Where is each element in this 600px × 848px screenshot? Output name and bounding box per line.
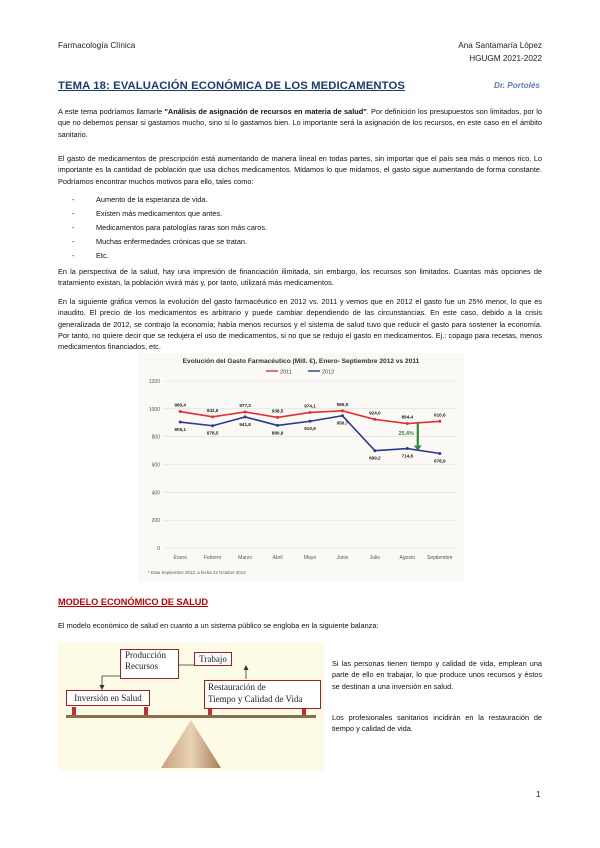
annotation-label: 25,4% <box>398 430 414 437</box>
balance-fulcrum <box>161 720 221 768</box>
marker-left-a <box>72 707 76 715</box>
data-label-2012: 910,9 <box>304 426 316 432</box>
paragraph-balance-left: Si las personas tienen tiempo y calidad de vida, emplean una parte de ello en trabajar, lo que produce unos recursos y éstos se destinan a una inversión en salud. <box>332 659 542 691</box>
balance-diagram <box>58 643 324 771</box>
data-point-2011 <box>276 416 279 419</box>
data-point-2012 <box>373 449 376 452</box>
x-tick-label: Abril <box>272 555 283 561</box>
lecturer: Dr. Portolés <box>494 81 540 90</box>
data-point-2012 <box>438 452 441 455</box>
y-tick-label: 600 <box>151 462 160 469</box>
x-tick-label: Julio <box>369 555 381 561</box>
paragraph-model: El modelo económico de salud en cuanto a un sistema público se engloba en la siguiente balanza: <box>58 621 379 630</box>
x-tick-label: Junio <box>336 555 349 561</box>
list-item: - Etc. <box>58 249 478 263</box>
data-point-2011 <box>373 418 376 421</box>
data-label-2012: 878,5 <box>206 430 219 436</box>
data-point-2011 <box>309 411 312 414</box>
data-point-2012 <box>211 424 214 427</box>
box-restoration-line2: Tiempo y Calidad de Vida <box>208 694 303 704</box>
intro-quote: "Análisis de asignación de recursos en materia de salud" <box>164 107 367 116</box>
list-item: - Medicamentos para patologías raras son más caros. <box>58 221 478 235</box>
data-label-2011: 974,1 <box>304 403 316 409</box>
data-point-2012 <box>309 420 312 423</box>
section-title: MODELO ECONÓMICO DE SALUD <box>58 597 209 607</box>
marker-left-b <box>144 707 148 715</box>
chart-container <box>138 353 464 581</box>
legend-label-2012: 2012 <box>322 369 335 376</box>
data-point-2012 <box>276 424 279 427</box>
data-label-2012: 905,1 <box>174 427 186 433</box>
list-item: - Muchas enfermedades crónicas que se tratan. <box>58 235 478 249</box>
x-tick-label: Agosto <box>399 555 416 561</box>
line-chart <box>138 353 464 581</box>
page-number: 1 <box>536 790 541 799</box>
data-label-2011: 942,6 <box>206 407 219 413</box>
y-tick-label: 1000 <box>148 406 160 413</box>
y-tick-label: 200 <box>151 518 160 525</box>
chart-footnote: * Dato Septiembre 2012, a fecha 22 Octubre 2012 <box>148 570 246 575</box>
page-title: TEMA 18: EVALUACIÓN ECONÓMICA DE LOS MEDICAMENTOS <box>58 80 405 92</box>
data-label-2012: 880,9 <box>271 430 284 436</box>
box-restoration <box>204 680 321 709</box>
y-tick-label: 800 <box>151 434 160 441</box>
data-label-2011: 977,3 <box>239 402 251 408</box>
chart-title: Evolución del Gasto Farmacéutico (Mill. €), Enero- Septiembre 2012 vs 2011 <box>182 358 420 365</box>
arrowhead-icon <box>244 665 249 670</box>
paragraph-chart-explanation: En la siguiente gráfica vemos la evolución del gasto farmacéutico en 2012 vs. 2011 y vemos que en 2012 el gasto fue un 25% menor, lo que es inaudito. El precio de los medicamentos es arbitrario y puede cambiar dependiendo de las circunstancias. En este caso, debido a la crisis generalizada de 2012, se contrajo la economía; había menos recursos y el sistema de salud tuvo que reducir el gasto para sostener la economía. Por tanto, no quiere decir que se redujera el uso de medicamentos, si no que se redujo el gasto en medicamentos. Ej.: copago para recetas, menos medicamentos financiados, etc. <box>58 297 542 352</box>
data-point-2011 <box>179 410 182 413</box>
data-point-2011 <box>438 420 441 423</box>
y-tick-label: 0 <box>157 546 160 552</box>
data-label-2011: 938,5 <box>271 408 284 414</box>
data-point-2012 <box>179 421 182 424</box>
data-label-2011: 924,0 <box>369 410 381 416</box>
x-tick-label: Septiembre <box>426 555 453 561</box>
intro-text-a: A este tema podríamos llamarle <box>58 107 165 116</box>
data-point-2011 <box>341 409 344 412</box>
x-tick-label: Febrero <box>203 555 222 561</box>
marker-right-b <box>302 709 306 715</box>
box-work: Trabajo <box>194 652 232 666</box>
data-label-2011: 894,4 <box>401 414 414 420</box>
y-tick-label: 1200 <box>148 379 160 385</box>
legend-label-2011: 2011 <box>280 369 292 376</box>
data-point-2012 <box>244 415 247 418</box>
list-item: - Aumento de la esperanza de vida. <box>58 193 478 207</box>
data-point-2012 <box>406 447 409 450</box>
header-course: HGUGM 2021-2022 <box>469 54 542 63</box>
data-label-2012: 678,9 <box>434 458 446 464</box>
data-point-2011 <box>211 415 214 418</box>
box-restoration-line1: Restauración de <box>208 682 266 692</box>
data-label-2012: 699,2 <box>369 455 381 461</box>
data-label-2012: 714,8 <box>401 453 414 459</box>
data-label-2012: 941,8 <box>239 421 251 427</box>
box-production-line2: Recursos <box>125 661 158 671</box>
reasons-list <box>58 193 478 263</box>
box-production-line1: Producción <box>125 650 166 660</box>
paragraph-spending: El gasto de medicamentos de prescripción está aumentando de manera lineal en todas partes, sin importar que el país sea más o menos rico. Lo importante es la cantidad de población que usa dichos medicamentos. Midamos lo que midamos, el gasto sigue aumentando de forma constante. Podríamos encontrar muchos motivos para ello, tales como: <box>58 154 542 186</box>
x-tick-label: Enero <box>173 555 187 561</box>
data-point-2011 <box>244 410 247 413</box>
y-tick-label: 400 <box>151 490 160 497</box>
header-author: Ana Santamaría López <box>458 41 542 50</box>
x-tick-label: Mayo <box>303 555 317 561</box>
data-point-2012 <box>341 414 344 417</box>
paragraph-perspective: En la perspectiva de la salud, hay una impresión de financiación ilimitada, sin embargo, los recursos son limitados. Cuantas más opciones de tratamiento existan, la población vivirá más y, por tanto, utilizará más medicamentos. <box>58 267 542 288</box>
data-point-2011 <box>406 422 409 425</box>
box-investment: Inversión en Salud <box>66 690 150 706</box>
marker-right-a <box>208 709 212 715</box>
list-item: - Existen más medicamentos que antes. <box>58 207 478 221</box>
data-label-2011: 985,5 <box>336 401 349 407</box>
data-label-2011: 910,6 <box>434 412 446 418</box>
paragraph-balance-right: Los profesionales sanitarios incidirán en la restauración de tiempo y calidad de vida. <box>332 713 542 734</box>
data-label-2011: 980,4 <box>174 402 186 408</box>
balance-beam <box>66 715 316 718</box>
intro-text-c: . Por definición los presupuestos son limitados, por lo que no debemos pensar si gastamos mucho, sino si lo gastamos bien. Lo importante será la asignación de los recursos, en este caso en el ámbito sanitario. <box>58 107 542 139</box>
header-subject: Farmacología Clínica <box>58 41 136 50</box>
x-tick-label: Marzo <box>238 555 253 561</box>
paragraph-intro <box>58 106 542 140</box>
box-production <box>120 649 179 679</box>
data-label-2012: 950,7 <box>336 420 349 426</box>
